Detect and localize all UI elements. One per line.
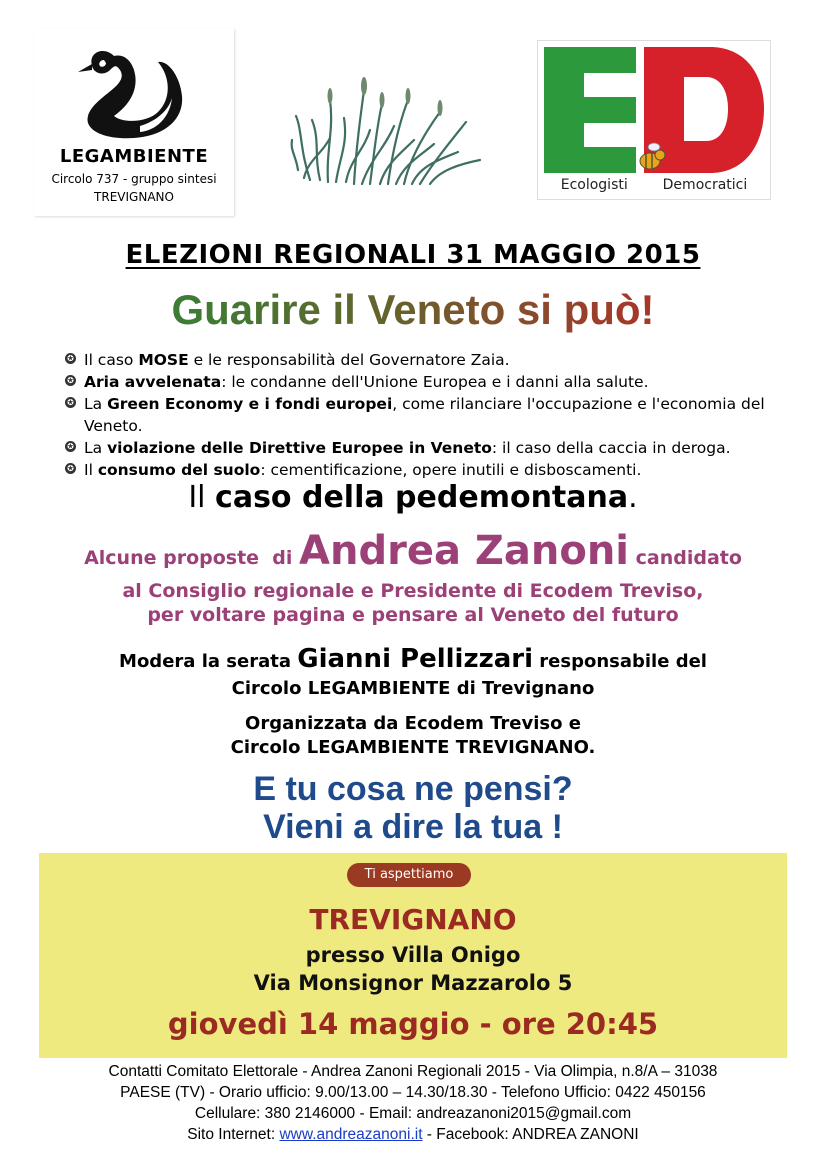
list-item: ✪ Aria avvelenata: le condanne dell'Unione Europea e i danni alla salute.: [62, 371, 782, 393]
question-heading: E tu cosa ne pensi?: [253, 770, 573, 808]
event-venue: presso Villa Onigo: [305, 943, 521, 967]
legambiente-town: TREVIGNANO: [94, 190, 174, 204]
legambiente-name: LEGAMBIENTE: [59, 146, 209, 167]
ecodem-caption-left: Ecologisti: [560, 177, 628, 193]
grass-illustration: [290, 60, 490, 190]
bullet-icon: ✪: [65, 375, 76, 386]
election-title-text: ELEZIONI REGIONALI 31 MAGGIO 2015: [125, 240, 701, 270]
footer-office-hours: PAESE (TV) - Orario ufficio: 9.00/13.00 – 14.30/18.30 - Telefono Ufficio: 0422 450156: [120, 1084, 706, 1101]
ecodem-logo: [537, 40, 771, 200]
waiting-badge: Ti aspettiamo: [347, 863, 471, 887]
legambiente-logo: [34, 28, 234, 216]
bullet-icon: ✪: [65, 397, 76, 408]
candidate-role: al Consiglio regionale e Presidente di Ecodem Treviso,: [122, 580, 704, 602]
organized-by-2: Circolo LEGAMBIENTE TREVIGNANO.: [230, 737, 596, 758]
election-title: [0, 240, 826, 270]
list-item: ✪ La Green Economy e i fondi europei, come rilanciare l'occupazione e l'economia del Veneto.: [62, 393, 782, 437]
event-box: [39, 853, 787, 1058]
candidate-name: Andrea Zanoni: [299, 528, 630, 574]
list-item: ✪ Il caso MOSE e le responsabilità del Governatore Zaia.: [62, 349, 782, 371]
legambiente-subtitle: Circolo 737 - gruppo sintesi: [51, 172, 217, 186]
bullet-icon: ✪: [65, 441, 76, 452]
moderator-role: Circolo LEGAMBIENTE di Trevignano: [231, 678, 595, 699]
footer-web: Sito Internet: www.andreazanoni.it - Facebook: ANDREA ZANONI: [187, 1126, 639, 1143]
list-item: ✪ La violazione delle Direttive Europee in Veneto: il caso della caccia in deroga.: [62, 437, 782, 459]
pedemontana-heading: Il caso della pedemontana.: [188, 480, 638, 515]
bullet-icon: ✪: [65, 353, 76, 364]
moderator-line: Modera la serata Gianni Pellizzari responsabile del: [119, 644, 707, 674]
event-date: giovedì 14 maggio - ore 20:45: [167, 1007, 659, 1041]
ecodem-caption-right: Democratici: [662, 177, 748, 193]
candidate-goal: per voltare pagina e pensare al Veneto del futuro: [147, 604, 679, 626]
swan-icon: [74, 36, 194, 148]
ecodem-caption: [538, 177, 770, 193]
ecodem-mark-icon: [540, 43, 768, 175]
list-item: ✪ Il consumo del suolo: cementificazione, opere inutili e disboscamenti.: [62, 459, 782, 481]
event-town: TREVIGNANO: [309, 903, 517, 936]
bullet-icon: ✪: [65, 463, 76, 474]
moderator-name: Gianni Pellizzari: [297, 644, 534, 674]
footer-phone-email: Cellulare: 380 2146000 - Email: andreazanoni2015@gmail.com: [194, 1105, 632, 1122]
event-address: Via Monsignor Mazzarolo 5: [253, 971, 573, 995]
slogan: Guarire il Veneto si può!: [0, 286, 826, 334]
candidate-line: Alcune proposte di Andrea Zanoni candidato: [84, 528, 742, 574]
invite-heading: Vieni a dire la tua !: [263, 808, 563, 846]
organized-by: Organizzata da Ecodem Treviso e: [245, 713, 581, 734]
topics-list: [62, 349, 782, 481]
footer-contacts: Contatti Comitato Elettorale - Andrea Zanoni Regionali 2015 - Via Olimpia, n.8/A – 31038: [108, 1063, 718, 1080]
website-link[interactable]: www.andreazanoni.it: [279, 1126, 423, 1143]
